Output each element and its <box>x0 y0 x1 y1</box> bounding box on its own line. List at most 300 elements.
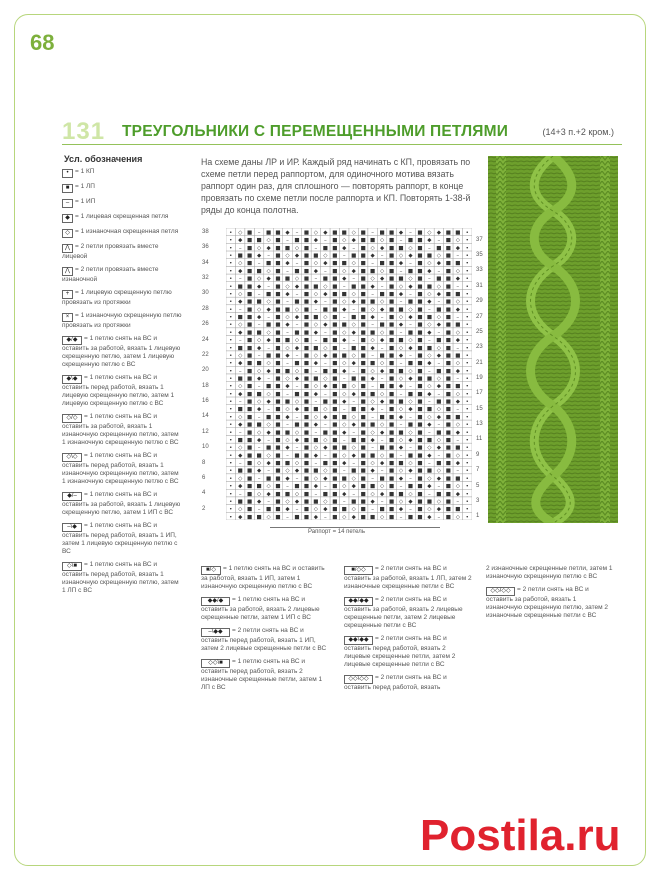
chart-symbol: ■ <box>445 483 451 490</box>
chart-symbol: ■ <box>388 329 395 336</box>
chart-symbol: • <box>465 514 469 520</box>
chart-symbol: ◆ <box>323 229 328 236</box>
chart-symbol: ■ <box>275 352 281 359</box>
row-number-right: 15 <box>476 405 483 412</box>
chart-symbol: ■ <box>332 283 338 290</box>
chart-symbol: ◆ <box>266 245 271 252</box>
chart-symbol: ■ <box>303 452 310 459</box>
chart-symbol: ■ <box>360 483 366 490</box>
chart-symbol: ■ <box>275 422 281 429</box>
chart-symbol: ■ <box>370 329 376 336</box>
chart-symbol: ■ <box>237 283 243 290</box>
chart-symbol: • <box>229 299 233 306</box>
chart-symbol: ◆ <box>313 422 319 429</box>
chart-symbol: ◆ <box>256 437 262 444</box>
chart-symbol: ■ <box>417 229 423 236</box>
legend-item <box>62 183 182 193</box>
chart-symbol: ◇ <box>379 237 385 244</box>
legend-item <box>62 561 182 595</box>
chart-symbol: – <box>399 268 403 275</box>
chart-symbol: ■ <box>388 514 395 520</box>
chart-symbol: ■ <box>351 345 357 352</box>
chart-symbol: – <box>371 414 375 421</box>
chart-symbol: ◇ <box>256 276 262 283</box>
chart-symbol: • <box>465 352 469 359</box>
chart-symbol: – <box>371 229 375 236</box>
chart-symbol: ■ <box>388 306 395 313</box>
chart-symbol: ■ <box>426 314 433 321</box>
chart-symbol: ■ <box>360 491 366 498</box>
chart-symbol: ◆ <box>427 299 432 306</box>
chart-symbol: ■ <box>370 268 376 275</box>
chart-symbol: ◆ <box>379 429 385 436</box>
chart-symbol: ■ <box>388 460 395 467</box>
chart-symbol: ■ <box>275 253 281 260</box>
chart-symbol: • <box>465 468 469 475</box>
chart-symbol: ■ <box>445 352 451 359</box>
chart-symbol: • <box>465 291 469 298</box>
legend-text: = 1 петлю снять на ВС и оставить перед работой, вязать 2 изнаночные скрещенные петли, затем 1 ЛП с ВС <box>201 658 323 691</box>
legend-text: = 2 петли снять на ВС и оставить перед работой, вязать 2 лицевые скрещенные петли, затем 2 лицевые скрещенные петли с ВС <box>344 635 456 668</box>
chart-symbol: ■ <box>426 498 433 505</box>
chart-symbol: – <box>257 506 261 513</box>
chart-symbol: ■ <box>275 360 281 367</box>
chart-symbol: ■ <box>275 406 281 413</box>
chart-symbol: ■ <box>417 460 423 467</box>
chart-symbol: – <box>314 306 318 313</box>
legend-item <box>62 335 182 369</box>
chart-symbol: ◆ <box>285 291 290 298</box>
chart-symbol: ■ <box>426 437 433 444</box>
chart-symbol: ■ <box>388 506 395 513</box>
chart-symbol: ◆ <box>238 483 243 490</box>
chart-symbol: ◆ <box>427 391 432 398</box>
chart-symbol: ◇ <box>370 276 375 283</box>
chart-symbol: ■ <box>332 506 338 513</box>
chart-symbol: ■ <box>275 329 281 336</box>
chart-symbol: ■ <box>388 360 395 367</box>
chart-symbol: ◇ <box>408 276 413 283</box>
chart-symbol: ◆ <box>256 468 262 475</box>
chart-symbol: ■ <box>275 299 281 306</box>
chart-symbol: • <box>229 276 233 283</box>
chart-symbol: ◆ <box>256 314 262 321</box>
chart-symbol: • <box>229 391 233 398</box>
chart-symbol: ■ <box>332 422 338 429</box>
legend-symbol-icon: ■/◇ <box>201 566 221 575</box>
chart-symbol: ◆ <box>398 291 404 298</box>
chart-symbol: ◇ <box>313 445 319 452</box>
chart-symbol: – <box>342 375 346 382</box>
chart-symbol: ■ <box>313 406 319 413</box>
chart-symbol: ■ <box>455 414 461 421</box>
chart-symbol: – <box>342 345 346 352</box>
chart-symbol: – <box>409 383 412 390</box>
chart-symbol: – <box>399 514 403 520</box>
chart-symbol: ◆ <box>379 306 385 313</box>
chart-symbol: ◇ <box>379 483 385 490</box>
chart-symbol: ■ <box>275 414 281 421</box>
chart-symbol: ■ <box>417 329 423 336</box>
chart-symbol: ◆ <box>342 337 347 344</box>
chart-symbol: ◆ <box>238 452 243 459</box>
chart-symbol: ■ <box>294 483 300 490</box>
chart-symbol: – <box>286 268 289 275</box>
chart-symbol: – <box>257 414 261 421</box>
chart-symbol: ■ <box>332 475 338 482</box>
chart-symbol: – <box>342 314 346 321</box>
chart-symbol: ◇ <box>351 352 356 359</box>
chart-symbol: ■ <box>275 322 281 329</box>
chart-symbol: ■ <box>303 322 310 329</box>
chart-symbol: ■ <box>294 514 300 520</box>
chart-symbol: – <box>267 345 270 352</box>
chart-symbol: – <box>437 422 441 429</box>
chart-symbol: ■ <box>332 360 338 367</box>
chart-symbol: ■ <box>303 299 310 306</box>
row-number-left: 18 <box>202 382 209 389</box>
chart-symbol: ■ <box>237 468 243 475</box>
chart-symbol: ◇ <box>398 375 404 382</box>
chart-symbol: – <box>323 360 327 367</box>
chart-symbol: ■ <box>417 291 423 298</box>
legend-text: = 1 петлю снять на ВС и оставить за работой, вязать 1 лицевую скрещенную петлю, затем 1 лицевую скрещенную петлю с ВС <box>62 335 181 368</box>
chart-symbol: ■ <box>445 383 451 390</box>
chart-symbol: ■ <box>417 352 423 359</box>
chart-symbol: ■ <box>445 452 451 459</box>
chart-symbol: ◇ <box>266 299 271 306</box>
chart-symbol: ■ <box>247 245 253 252</box>
chart-symbol: ■ <box>237 345 243 352</box>
chart-symbol: ◇ <box>408 368 413 375</box>
chart-symbol: – <box>286 360 289 367</box>
chart-symbol: ■ <box>303 483 310 490</box>
chart-symbol: ■ <box>275 229 281 236</box>
chart-symbol: ■ <box>303 399 310 406</box>
chart-symbol: ■ <box>398 368 404 375</box>
chart-symbol: ■ <box>313 345 319 352</box>
chart-symbol: – <box>295 291 299 298</box>
chart-symbol: – <box>238 245 242 252</box>
row-number-right: 31 <box>476 282 483 289</box>
chart-symbol: ■ <box>388 491 395 498</box>
legend-text: = 1 изнаночную скрещенную петлю провязать из протяжки <box>62 312 182 329</box>
chart-symbol: ◇ <box>408 306 413 313</box>
chart-symbol: ◆ <box>256 498 262 505</box>
chart-symbol: ■ <box>332 414 338 421</box>
row-number-right: 35 <box>476 252 483 259</box>
chart-symbol: ■ <box>398 491 404 498</box>
chart-symbol: ■ <box>332 329 338 336</box>
chart-symbol: ■ <box>445 306 451 313</box>
chart-symbol: ■ <box>379 506 385 513</box>
chart-symbol: ■ <box>322 368 328 375</box>
chart-symbol: ■ <box>360 399 366 406</box>
row-number-right: 19 <box>476 375 483 381</box>
chart-symbol: ■ <box>275 475 281 482</box>
chart-symbol: – <box>342 253 346 260</box>
chart-symbol: ■ <box>341 506 347 513</box>
chart-symbol: ◆ <box>266 306 271 313</box>
chart-symbol: ■ <box>360 422 366 429</box>
chart-symbol: ◆ <box>266 429 271 436</box>
chart-symbol: ◇ <box>427 414 432 421</box>
chart-symbol: ■ <box>341 322 347 329</box>
chart-symbol: ■ <box>332 314 338 321</box>
chart-symbol: – <box>314 460 318 467</box>
chart-symbol: ■ <box>275 337 281 344</box>
chart-symbol: ◇ <box>436 314 442 321</box>
chart-symbol: ■ <box>284 306 291 313</box>
chart-symbol: • <box>465 422 469 429</box>
chart-symbol: ◇ <box>436 375 442 382</box>
chart-symbol: ■ <box>360 337 366 344</box>
chart-symbol: ◆ <box>370 375 375 382</box>
chart-symbol: ■ <box>322 245 328 252</box>
chart-symbol: ■ <box>247 514 253 520</box>
chart-symbol: ◇ <box>436 498 442 505</box>
chart-symbol: ■ <box>370 360 376 367</box>
chart-symbol: ◇ <box>398 283 404 290</box>
chart-symbol: ■ <box>303 429 310 436</box>
chart-symbol: ■ <box>388 475 395 482</box>
chart-symbol: • <box>465 306 469 313</box>
chart-symbol: – <box>295 322 299 329</box>
chart-symbol: • <box>465 245 469 252</box>
chart-symbol: ■ <box>445 299 451 306</box>
chart-symbol: ■ <box>445 360 451 367</box>
chart-symbol: ■ <box>455 475 461 482</box>
chart-symbol: ◆ <box>370 437 375 444</box>
row-number-left: 30 <box>202 290 209 297</box>
chart-symbol: ■ <box>237 498 243 505</box>
chart-symbol: ◇ <box>398 314 404 321</box>
chart-symbol: ■ <box>247 360 253 367</box>
chart-symbol: ◆ <box>294 375 300 382</box>
chart-symbol: ■ <box>436 306 442 313</box>
legend-item <box>62 452 182 486</box>
legend-item <box>62 228 182 238</box>
chart-symbol: ■ <box>445 460 451 467</box>
chart-symbol: ◇ <box>455 268 460 275</box>
chart-symbol: ■ <box>398 399 404 406</box>
chart-symbol: ■ <box>445 322 451 329</box>
chart-symbol: – <box>428 245 431 252</box>
chart-symbol: ■ <box>388 314 395 321</box>
chart-symbol: ◇ <box>427 260 432 267</box>
chart-symbol: ■ <box>360 498 366 505</box>
chart-symbol: ◆ <box>436 229 442 236</box>
chart-symbol: • <box>229 283 233 290</box>
chart-symbol: ◇ <box>285 375 290 382</box>
chart-symbol: – <box>371 475 375 482</box>
chart-symbol: ■ <box>379 383 385 390</box>
chart-symbol: ◆ <box>455 491 460 498</box>
chart-symbol: ■ <box>398 245 404 252</box>
legend-symbol-icon: ■/◇◇ <box>344 566 373 575</box>
chart-symbol: ◆ <box>370 406 375 413</box>
chart-symbol: ■ <box>237 253 243 260</box>
chart-symbol: ■ <box>256 391 262 398</box>
chart-symbol: ■ <box>445 391 451 398</box>
chart-symbol: ◆ <box>455 399 460 406</box>
chart-symbol: ■ <box>388 283 395 290</box>
chart-symbol: – <box>286 483 289 490</box>
legend-symbol-icon: ◇/◇ <box>62 414 82 423</box>
chart-symbol: ◆ <box>238 391 243 398</box>
chart-symbol: ■ <box>265 291 272 298</box>
chart-symbol: ■ <box>303 352 310 359</box>
chart-symbol: ■ <box>417 491 423 498</box>
chart-symbol: ■ <box>445 422 451 429</box>
chart-symbol: – <box>352 491 356 498</box>
chart-symbol: ■ <box>237 314 243 321</box>
chart-symbol: ■ <box>247 276 253 283</box>
chart-symbol: ■ <box>275 260 281 267</box>
chart-symbol: ■ <box>237 375 243 382</box>
chart-symbol: ■ <box>247 460 253 467</box>
chart-symbol: – <box>352 306 356 313</box>
chart-symbol: ◆ <box>266 368 271 375</box>
chart-symbol: ◇ <box>285 437 290 444</box>
chart-symbol: – <box>428 399 431 406</box>
chart-symbol: ◆ <box>398 445 404 452</box>
chart-symbol: ■ <box>407 391 414 398</box>
row-number-right: 9 <box>476 451 480 458</box>
chart-symbol: ◇ <box>266 329 271 336</box>
chart-symbol: – <box>238 429 242 436</box>
chart-symbol: ■ <box>360 352 366 359</box>
chart-symbol: ◆ <box>436 322 442 329</box>
chart-symbol: ■ <box>284 245 291 252</box>
legend-symbol-icon: ◇ <box>62 229 73 238</box>
row-number-right: 25 <box>476 328 483 335</box>
legend-text: = 1 лицевую скрещенную петлю провязать из протяжки <box>62 289 172 306</box>
pattern-number: 131 <box>62 118 106 145</box>
chart-symbol: ■ <box>407 452 414 459</box>
chart-symbol: – <box>286 299 289 306</box>
chart-symbol: ◆ <box>256 406 262 413</box>
chart-symbol: ■ <box>275 268 281 275</box>
chart-symbol: – <box>267 253 270 260</box>
chart-symbol: ◇ <box>408 429 413 436</box>
chart-symbol: ■ <box>341 475 347 482</box>
chart-symbol: – <box>456 345 460 352</box>
chart-symbol: ■ <box>256 268 262 275</box>
chart-symbol: • <box>465 268 469 275</box>
chart-symbol: ◆ <box>408 468 413 475</box>
chart-symbol: ◇ <box>313 475 319 482</box>
legend-symbol-icon: –\◆◆ <box>201 628 230 637</box>
page-number: 68 <box>30 30 55 55</box>
chart-symbol: ■ <box>284 491 291 498</box>
chart-symbol: – <box>437 452 441 459</box>
chart-symbol: ◇ <box>266 483 271 490</box>
chart-symbol: ◆ <box>238 514 243 520</box>
legend-symbol-icon: × <box>62 313 73 322</box>
legend-symbol-icon: ■ <box>62 184 73 193</box>
chart-symbol: • <box>229 375 233 382</box>
chart-symbol: ■ <box>332 483 338 490</box>
chart-symbol: – <box>456 375 460 382</box>
chart-symbol: ◇ <box>238 291 243 298</box>
chart-symbol: ◆ <box>256 283 262 290</box>
chart-symbol: ◆ <box>436 291 442 298</box>
chart-symbol: ■ <box>360 429 366 436</box>
chart-symbol: ■ <box>445 399 451 406</box>
legend-text: = 1 петлю снять на ВС и оставить за работой, вязать 2 лицевые скрещенные петли, затем 1 ИП с ВС <box>201 596 320 621</box>
chart-symbol: – <box>342 498 346 505</box>
chart-symbol: ■ <box>407 268 414 275</box>
chart-symbol: ■ <box>256 299 262 306</box>
chart-symbol: ■ <box>332 322 338 329</box>
chart-symbol: ■ <box>275 514 281 520</box>
chart-symbol: ◇ <box>294 429 300 436</box>
chart-symbol: ■ <box>294 360 300 367</box>
chart-symbol: • <box>229 406 233 413</box>
chart-symbol: – <box>342 468 346 475</box>
chart-symbol: ◆ <box>285 506 290 513</box>
chart-symbol: • <box>229 245 233 252</box>
chart-symbol: ■ <box>360 237 366 244</box>
chart-symbol: • <box>465 445 469 452</box>
chart-symbol: ◇ <box>427 229 432 236</box>
chart-symbol: ◇ <box>351 445 356 452</box>
chart-symbol: ■ <box>360 383 366 390</box>
legend-item <box>62 266 182 284</box>
row-number-right: 29 <box>476 298 483 305</box>
chart-symbol: ■ <box>247 437 253 444</box>
chart-symbol: ◆ <box>313 360 319 367</box>
chart-symbol: ■ <box>360 360 366 367</box>
chart-symbol: ◇ <box>351 291 356 298</box>
chart-symbol: ◆ <box>285 322 290 329</box>
chart-symbol: ■ <box>417 437 423 444</box>
legend-item <box>344 635 474 669</box>
chart-symbol: ◇ <box>342 329 347 336</box>
chart-symbol: ■ <box>388 375 395 382</box>
chart-symbol: ◇ <box>266 237 271 244</box>
chart-symbol: ■ <box>360 514 366 520</box>
chart-symbol: – <box>399 237 403 244</box>
chart-symbol: ■ <box>426 283 433 290</box>
chart-symbol: • <box>465 399 469 406</box>
chart-symbol: ◆ <box>313 483 319 490</box>
chart-symbol: ◇ <box>294 276 300 283</box>
chart-symbol: ■ <box>388 299 395 306</box>
chart-symbol: ■ <box>275 375 281 382</box>
chart-symbol: • <box>229 498 233 505</box>
chart-symbol: ■ <box>417 260 423 267</box>
chart-symbol: • <box>229 452 233 459</box>
legend-item <box>62 413 182 447</box>
chart-symbol: ■ <box>332 468 338 475</box>
chart-symbol: – <box>437 391 441 398</box>
row-number-left: 12 <box>202 428 209 435</box>
chart-symbol: ■ <box>256 360 262 367</box>
chart-symbol: ■ <box>398 460 404 467</box>
chart-symbol: ◆ <box>313 391 319 398</box>
chart-symbol: ◇ <box>294 460 300 467</box>
chart-symbol: ◇ <box>266 422 271 429</box>
chart-symbol: ◆ <box>294 406 300 413</box>
chart-symbol: ■ <box>407 422 414 429</box>
chart-symbol: – <box>456 283 460 290</box>
title-row <box>62 120 622 145</box>
chart-symbol: ◇ <box>266 452 271 459</box>
legend-item <box>344 674 474 692</box>
legend-text: = 1 КП <box>75 168 95 175</box>
